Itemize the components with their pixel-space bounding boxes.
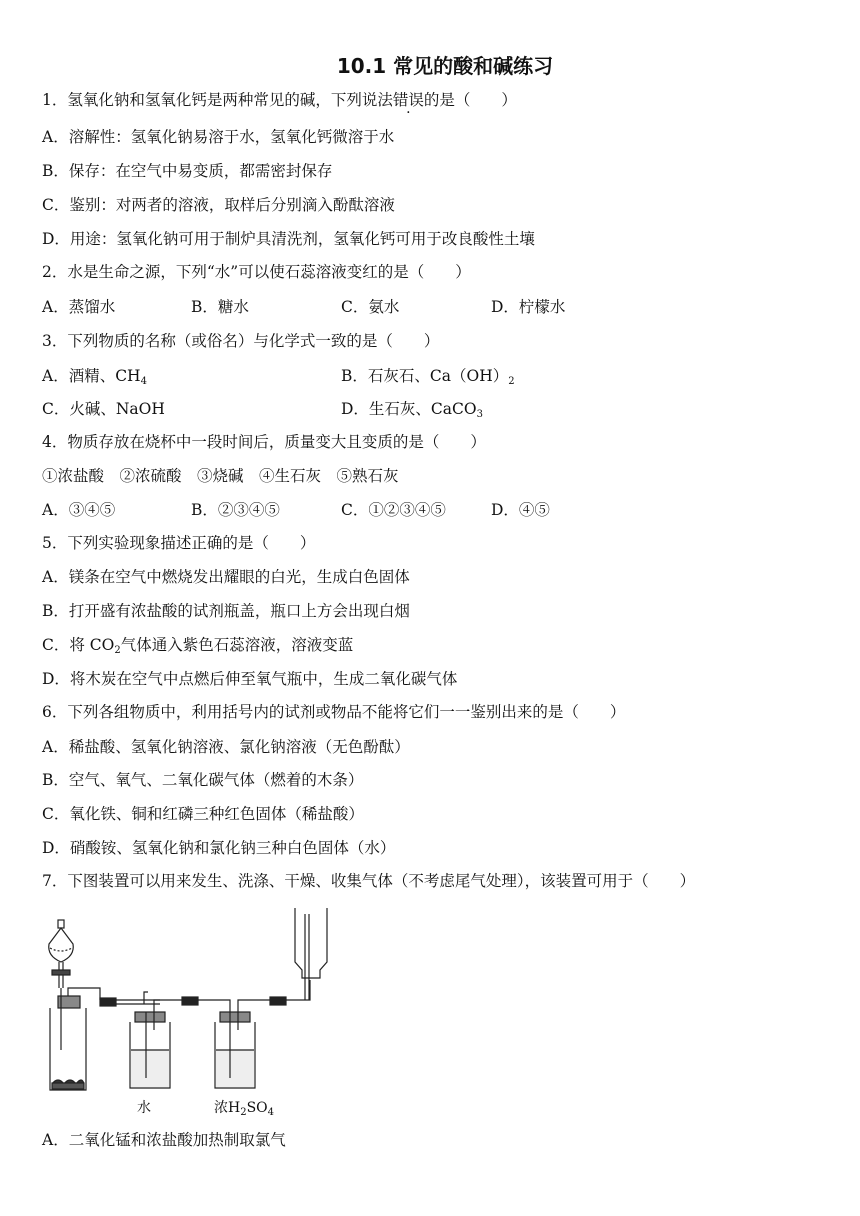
question-7-stem: 7．下图装置可以用来发生、洗涤、干燥、收集气体（不考虑尾气处理），该装置可用于（ ） (42, 872, 696, 890)
drying-bottle-acid (212, 980, 310, 1088)
question-6-option-d: D．硝酸铵、氢氧化钠和氯化钠三种白色固体（水） (42, 839, 396, 857)
question-4-option-a: A．③④⑤ (42, 501, 116, 519)
question-3-option-d-text: D．生石灰、CaCO (341, 400, 477, 418)
question-3-option-a-subscript: 4 (140, 376, 147, 387)
question-5-option-a: A．镁条在空气中燃烧发出耀眼的白光，生成白色固体 (42, 568, 410, 586)
question-3-option-b-subscript: 2 (508, 376, 515, 387)
question-5-option-b: B．打开盛有浓盐酸的试剂瓶盖，瓶口上方会出现白烟 (42, 602, 410, 620)
label-concentrated-sulfuric-acid (214, 1097, 274, 1118)
question-2-stem: 2．水是生命之源，下列“水”可以使石蕊溶液变红的是（ ） (42, 263, 471, 281)
question-3-option-a-text: A．酒精、CH (42, 367, 141, 385)
apparatus-diagram (40, 900, 420, 1100)
question-1-stem-text: 1．氢氧化钠和氢氧化钙是两种常见的碱，下列说法 (42, 91, 393, 109)
question-1-option-d: D．用途：氢氧化钠可用于制炉具清洗剂，氢氧化钙可用于改良酸性土壤 (42, 230, 535, 248)
question-5-option-c-text-end: 气体通入紫色石蕊溶液，溶液变蓝 (120, 636, 354, 654)
question-2-option-a: A．蒸馏水 (42, 298, 116, 316)
reaction-flask (50, 988, 100, 1090)
label-acid-subscript-2: 4 (267, 1107, 275, 1118)
question-3-option-b-text: B．石灰石、Ca（OH） (341, 367, 509, 385)
question-4-option-d: D．④⑤ (491, 501, 550, 519)
question-1-stem-end: 的是（ ） (423, 91, 517, 109)
question-5-option-c-subscript: 2 (114, 645, 121, 656)
question-2-option-d: D．柠檬水 (491, 298, 566, 316)
question-6-option-b: B．空气、氧气、二氧化碳气体（燃着的木条） (42, 771, 364, 789)
question-4-stem: 4．物质存放在烧杯中一段时间后，质量变大且变质的是（ ） (42, 433, 486, 451)
question-5-option-c (42, 635, 353, 661)
question-3-option-c: C．火碱、NaOH (42, 400, 165, 418)
question-1-option-c: C．鉴别：对两者的溶液，取样后分别滴入酚酞溶液 (42, 196, 395, 214)
question-2-option-b: B．糖水 (191, 298, 249, 316)
question-3-stem: 3．下列物质的名称（或俗名）与化学式一致的是（ ） (42, 332, 440, 350)
question-4-option-b: B．②③④⑤ (191, 501, 280, 519)
page-title: 10.1 常见的酸和碱练习 (336, 54, 554, 78)
question-5-option-c-text: C．将 CO (42, 636, 115, 654)
label-acid-subscript-1: 2 (240, 1107, 247, 1118)
question-1-option-b: B．保存：在空气中易变质，都需密封保存 (42, 162, 333, 180)
question-3-option-b (341, 366, 515, 392)
question-7-option-a: A．二氧化锰和浓盐酸加热制取氯气 (42, 1131, 286, 1149)
collecting-bottle (295, 908, 327, 1000)
separatory-funnel (49, 920, 74, 988)
question-1-stem (42, 90, 517, 110)
question-4-option-c: C．①②③④⑤ (341, 501, 446, 519)
label-acid-text: 浓H (214, 1100, 241, 1116)
label-water: 水 (137, 1100, 151, 1116)
wash-bottle-water (130, 992, 212, 1088)
question-5-option-d: D．将木炭在空气中点燃后伸至氧气瓶中，生成二氧化碳气体 (42, 670, 458, 688)
question-5-stem: 5．下列实验现象描述正确的是（ ） (42, 534, 316, 552)
question-1-emphasis: 错误 (392, 91, 424, 109)
question-2-option-c: C．氨水 (341, 298, 400, 316)
label-acid-text-mid: SO (246, 1100, 268, 1116)
question-1-option-a: A．溶解性：氢氧化钠易溶于水，氢氧化钙微溶于水 (42, 128, 395, 146)
question-4-items: ①浓盐酸 ②浓硫酸 ③烧碱 ④生石灰 ⑤熟石灰 (42, 467, 399, 485)
question-6-option-c: C．氧化铁、铜和红磷三种红色固体（稀盐酸） (42, 805, 364, 823)
question-6-stem: 6．下列各组物质中，利用括号内的试剂或物品不能将它们一一鉴别出来的是（ ） (42, 703, 626, 721)
question-3-option-d (341, 399, 483, 425)
question-3-option-d-subscript: 3 (476, 409, 483, 420)
question-3-option-a (42, 366, 147, 392)
question-6-option-a: A．稀盐酸、氢氧化钠溶液、氯化钠溶液（无色酚酞） (42, 738, 410, 756)
